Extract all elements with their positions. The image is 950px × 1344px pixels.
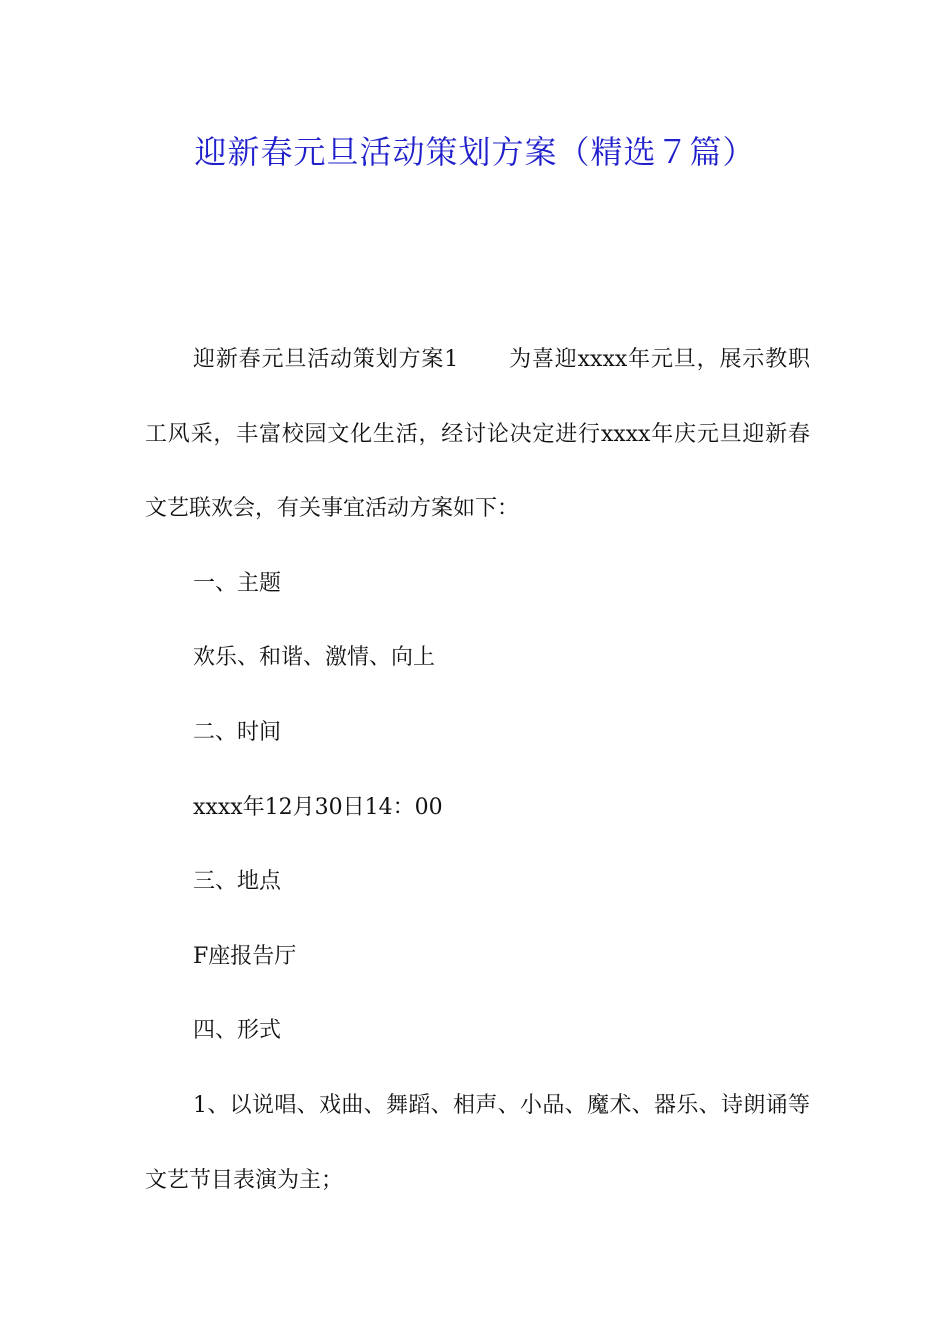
paragraph-heading-time: 二、时间 [193,719,282,745]
paragraph-location-content: F座报告厅 [193,943,297,969]
paragraph-heading-format: 四、形式 [193,1018,282,1044]
paragraph-format-item-1: 1、以说唱、戏曲、舞蹈、相声、小品、魔术、器乐、诗朗诵等文艺节目表演为主； [145,1092,810,1193]
paragraph-text: 为喜迎xxxx年元旦，展示教职工风采，丰富校园文化生活，经讨论决定进行xxxx年庆元旦迎新春文艺联欢会，有关事宜活动方案如下： [145,347,810,522]
document-title: 迎新春元旦活动策划方案（精选７篇） [194,133,756,171]
paragraph-intro [145,323,810,547]
section-heading-inline: 迎新春元旦活动策划方案1 [193,347,459,372]
document-body [145,323,810,1218]
paragraph-theme-content: 欢乐、和谐、激情、向上 [193,645,436,671]
paragraph-heading-theme: 一、主题 [193,570,282,596]
paragraph-heading-location: 三、地点 [193,869,282,895]
paragraph-time-content: xxxx年12月30日14：00 [193,794,443,820]
